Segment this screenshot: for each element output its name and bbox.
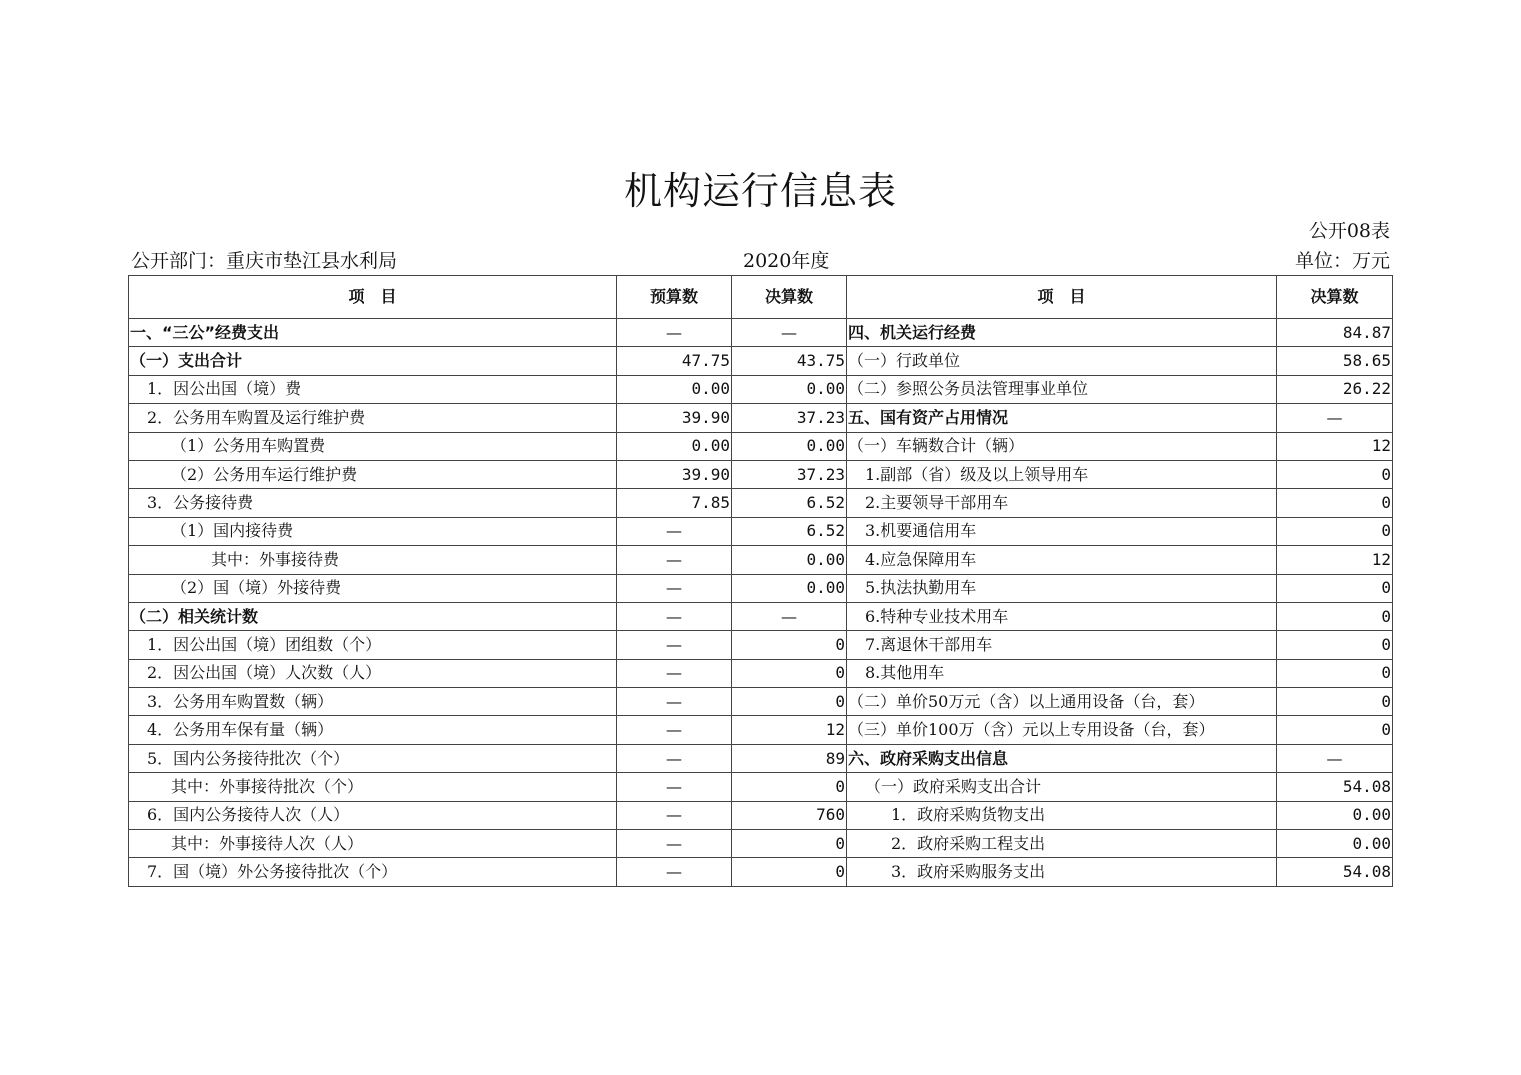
right-value: 0 (1277, 631, 1393, 659)
final-value: 0 (732, 631, 847, 659)
right-value: 0 (1277, 602, 1393, 630)
budget-value: — (617, 801, 732, 829)
table-row (129, 716, 1393, 744)
final-value: 0.00 (732, 546, 847, 574)
right-value: 0.00 (1277, 830, 1393, 858)
right-row-label: 5.执法执勤用车 (847, 574, 1277, 602)
table-header-row (129, 276, 1393, 319)
row-label: （一）支出合计 (129, 347, 617, 375)
final-value: — (732, 319, 847, 347)
right-row-label: 3．政府采购服务支出 (847, 858, 1277, 886)
table-row (129, 688, 1393, 716)
right-row-label: 五、国有资产占用情况 (847, 404, 1277, 432)
form-number: 公开08表 (1308, 220, 1390, 242)
right-row-label: 2.主要领导干部用车 (847, 489, 1277, 517)
row-label: 2．因公出国（境）人次数（人） (129, 659, 617, 687)
final-value: 0 (732, 688, 847, 716)
right-value: 58.65 (1277, 347, 1393, 375)
budget-value: — (617, 319, 732, 347)
right-value: 0 (1277, 574, 1393, 602)
department-label: 公开部门：重庆市垫江县水利局 (131, 250, 398, 272)
budget-value: — (617, 546, 732, 574)
row-label: 3．公务用车购置数（辆） (129, 688, 617, 716)
column-header-budget: 预算数 (617, 276, 732, 319)
budget-value: 7.85 (617, 489, 732, 517)
budget-value: — (617, 830, 732, 858)
right-value: 12 (1277, 546, 1393, 574)
row-label: 其中：外事接待人次（人） (129, 830, 617, 858)
final-value: 0.00 (732, 432, 847, 460)
table-row (129, 375, 1393, 403)
final-value: 0 (732, 858, 847, 886)
table-row (129, 631, 1393, 659)
row-label: 其中：外事接待费 (129, 546, 617, 574)
right-value: 54.08 (1277, 858, 1393, 886)
final-value: 6.52 (732, 517, 847, 545)
right-value: 0 (1277, 460, 1393, 488)
table-row (129, 517, 1393, 545)
right-value: 0 (1277, 659, 1393, 687)
final-value: 0 (732, 773, 847, 801)
right-row-label: 四、机关运行经费 (847, 319, 1277, 347)
right-row-label: （二）单价50万元（含）以上通用设备（台，套） (847, 688, 1277, 716)
right-value: 84.87 (1277, 319, 1393, 347)
right-value: 0 (1277, 716, 1393, 744)
budget-value: — (617, 716, 732, 744)
unit-label: 单位：万元 (1294, 250, 1390, 272)
right-row-label: （三）单价100万（含）元以上专用设备（台，套） (847, 716, 1277, 744)
table-row (129, 744, 1393, 772)
budget-value: — (617, 574, 732, 602)
final-value: 89 (732, 744, 847, 772)
right-value: — (1277, 404, 1393, 432)
budget-value: 39.90 (617, 460, 732, 488)
fiscal-year: 2020年度 (743, 250, 830, 272)
budget-value: 0.00 (617, 432, 732, 460)
column-header-item: 项 目 (129, 276, 617, 319)
row-label: 一、“三公”经费支出 (129, 319, 617, 347)
right-row-label: 6.特种专业技术用车 (847, 602, 1277, 630)
right-row-label: （一）政府采购支出合计 (847, 773, 1277, 801)
right-value: 0.00 (1277, 801, 1393, 829)
table-row (129, 460, 1393, 488)
row-label: 4．公务用车保有量（辆） (129, 716, 617, 744)
final-value: 0 (732, 830, 847, 858)
right-value: 12 (1277, 432, 1393, 460)
row-label: （2）国（境）外接待费 (129, 574, 617, 602)
right-value: 0 (1277, 688, 1393, 716)
final-value: 6.52 (732, 489, 847, 517)
info-table (128, 275, 1393, 887)
table-row (129, 858, 1393, 886)
row-label: 5．国内公务接待批次（个） (129, 744, 617, 772)
final-value: 760 (732, 801, 847, 829)
final-value: 37.23 (732, 404, 847, 432)
column-header-final-right: 决算数 (1277, 276, 1393, 319)
right-value: 0 (1277, 517, 1393, 545)
budget-value: — (617, 631, 732, 659)
right-value: 54.08 (1277, 773, 1393, 801)
row-label: （二）相关统计数 (129, 602, 617, 630)
right-row-label: 1．政府采购货物支出 (847, 801, 1277, 829)
budget-value: 47.75 (617, 347, 732, 375)
budget-value: — (617, 517, 732, 545)
table-row (129, 546, 1393, 574)
final-value: 0 (732, 659, 847, 687)
budget-value: — (617, 744, 732, 772)
row-label: （1）国内接待费 (129, 517, 617, 545)
budget-value: 0.00 (617, 375, 732, 403)
row-label: 6．国内公务接待人次（人） (129, 801, 617, 829)
final-value: 37.23 (732, 460, 847, 488)
table-row (129, 347, 1393, 375)
right-value: 0 (1277, 489, 1393, 517)
right-row-label: 2．政府采购工程支出 (847, 830, 1277, 858)
budget-value: 39.90 (617, 404, 732, 432)
right-value: — (1277, 744, 1393, 772)
right-row-label: 7.离退休干部用车 (847, 631, 1277, 659)
column-header-item-right: 项 目 (847, 276, 1277, 319)
right-row-label: （一）行政单位 (847, 347, 1277, 375)
final-value: 0.00 (732, 375, 847, 403)
row-label: 2．公务用车购置及运行维护费 (129, 404, 617, 432)
right-row-label: 4.应急保障用车 (847, 546, 1277, 574)
budget-value: — (617, 773, 732, 801)
row-label: 其中：外事接待批次（个） (129, 773, 617, 801)
table-row (129, 319, 1393, 347)
final-value: — (732, 602, 847, 630)
table-row (129, 432, 1393, 460)
final-value: 12 (732, 716, 847, 744)
budget-value: — (617, 602, 732, 630)
right-row-label: （一）车辆数合计（辆） (847, 432, 1277, 460)
row-label: （1）公务用车购置费 (129, 432, 617, 460)
row-label: 1．因公出国（境）团组数（个） (129, 631, 617, 659)
table-row (129, 489, 1393, 517)
table-row (129, 574, 1393, 602)
row-label: 1．因公出国（境）费 (129, 375, 617, 403)
final-value: 0.00 (732, 574, 847, 602)
final-value: 43.75 (732, 347, 847, 375)
column-header-final: 决算数 (732, 276, 847, 319)
row-label: 7．国（境）外公务接待批次（个） (129, 858, 617, 886)
right-row-label: 3.机要通信用车 (847, 517, 1277, 545)
table-row (129, 659, 1393, 687)
table-row (129, 830, 1393, 858)
right-row-label: 1.副部（省）级及以上领导用车 (847, 460, 1277, 488)
right-row-label: 六、政府采购支出信息 (847, 744, 1277, 772)
table-row (129, 801, 1393, 829)
right-row-label: （二）参照公务员法管理事业单位 (847, 375, 1277, 403)
table-row (129, 773, 1393, 801)
row-label: （2）公务用车运行维护费 (129, 460, 617, 488)
budget-value: — (617, 858, 732, 886)
budget-value: — (617, 659, 732, 687)
row-label: 3．公务接待费 (129, 489, 617, 517)
page-title: 机构运行信息表 (623, 169, 897, 213)
right-row-label: 8.其他用车 (847, 659, 1277, 687)
budget-value: — (617, 688, 732, 716)
table-row (129, 602, 1393, 630)
table-row (129, 404, 1393, 432)
right-value: 26.22 (1277, 375, 1393, 403)
